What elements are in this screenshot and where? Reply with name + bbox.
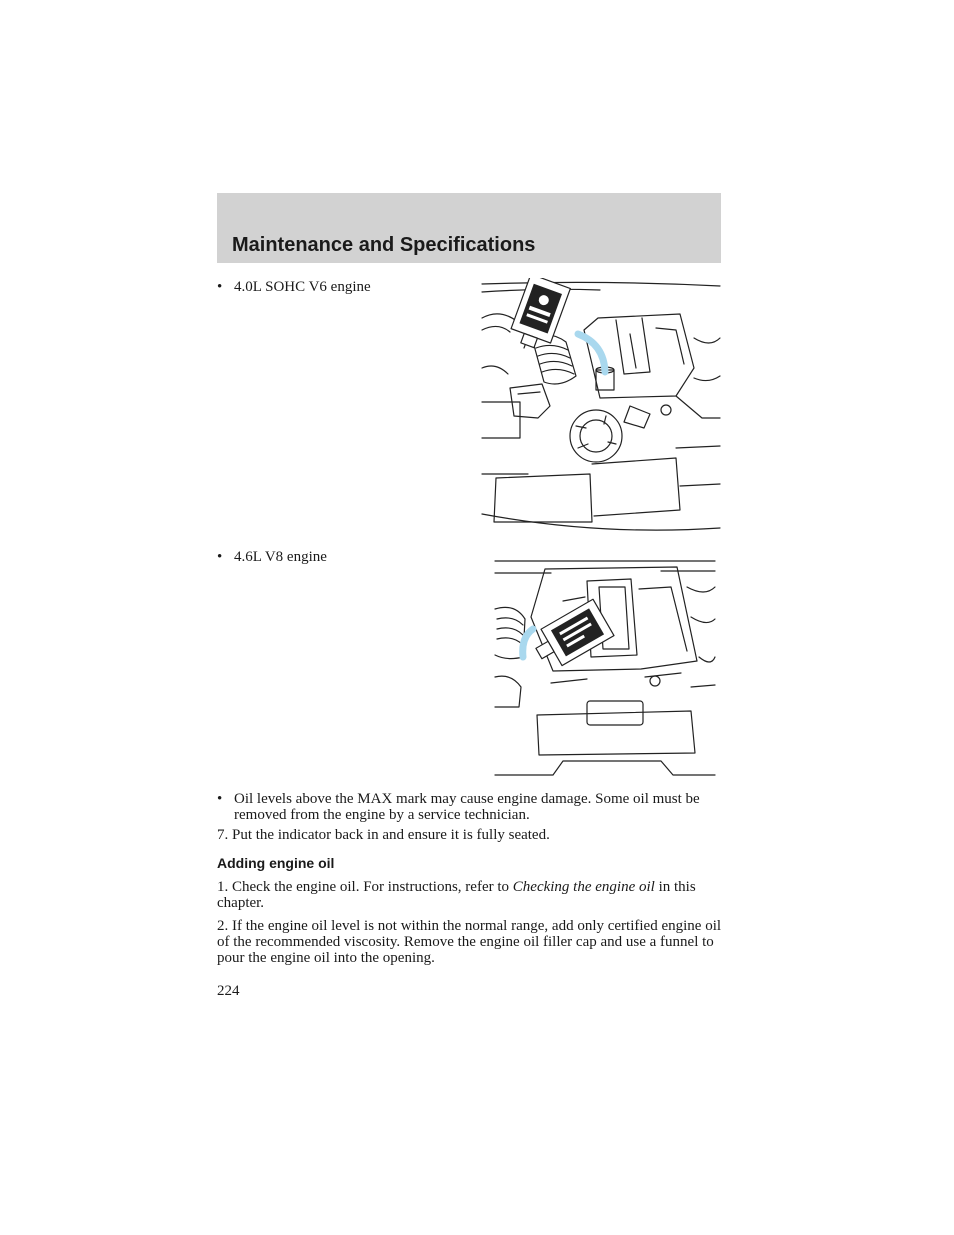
v6-engine-illustration: [480, 278, 722, 534]
bullet-dot: •: [217, 279, 223, 295]
oil-level-warning: [217, 791, 717, 823]
step-1-prefix: 1. Check the engine oil. For instructions, refer to: [217, 879, 513, 895]
oil-stream: [523, 629, 533, 657]
bullet-dot: •: [217, 549, 223, 565]
step-1-suffix: in this chapter.: [217, 879, 696, 911]
bullet-dot: •: [217, 791, 223, 807]
warning-text: Oil levels above the MAX mark may cause engine damage. Some oil must be removed from the engine by a service technician.: [234, 791, 700, 823]
caption-text: 4.6L V8 engine: [234, 549, 327, 565]
step-1-reference: Checking the engine oil: [512, 879, 655, 895]
step-2: 2. If the engine oil level is not within the normal range, add only certified engine oil of the recommended viscosity. Remove the engine oil filler cap and use a funnel to pour the engine oil into the opening.: [217, 918, 722, 966]
v8-engine-illustration: [491, 557, 719, 779]
oil-stream: [578, 334, 605, 372]
caption-text: 4.0L SOHC V6 engine: [234, 279, 371, 295]
section-heading: Adding engine oil: [217, 855, 335, 871]
section-header-band: [217, 193, 721, 263]
section-title: Maintenance and Specifications: [232, 234, 536, 256]
step-7: 7. Put the indicator back in and ensure it is fully seated.: [217, 827, 550, 843]
step-1: [217, 879, 717, 911]
page-number: 224: [217, 983, 240, 999]
